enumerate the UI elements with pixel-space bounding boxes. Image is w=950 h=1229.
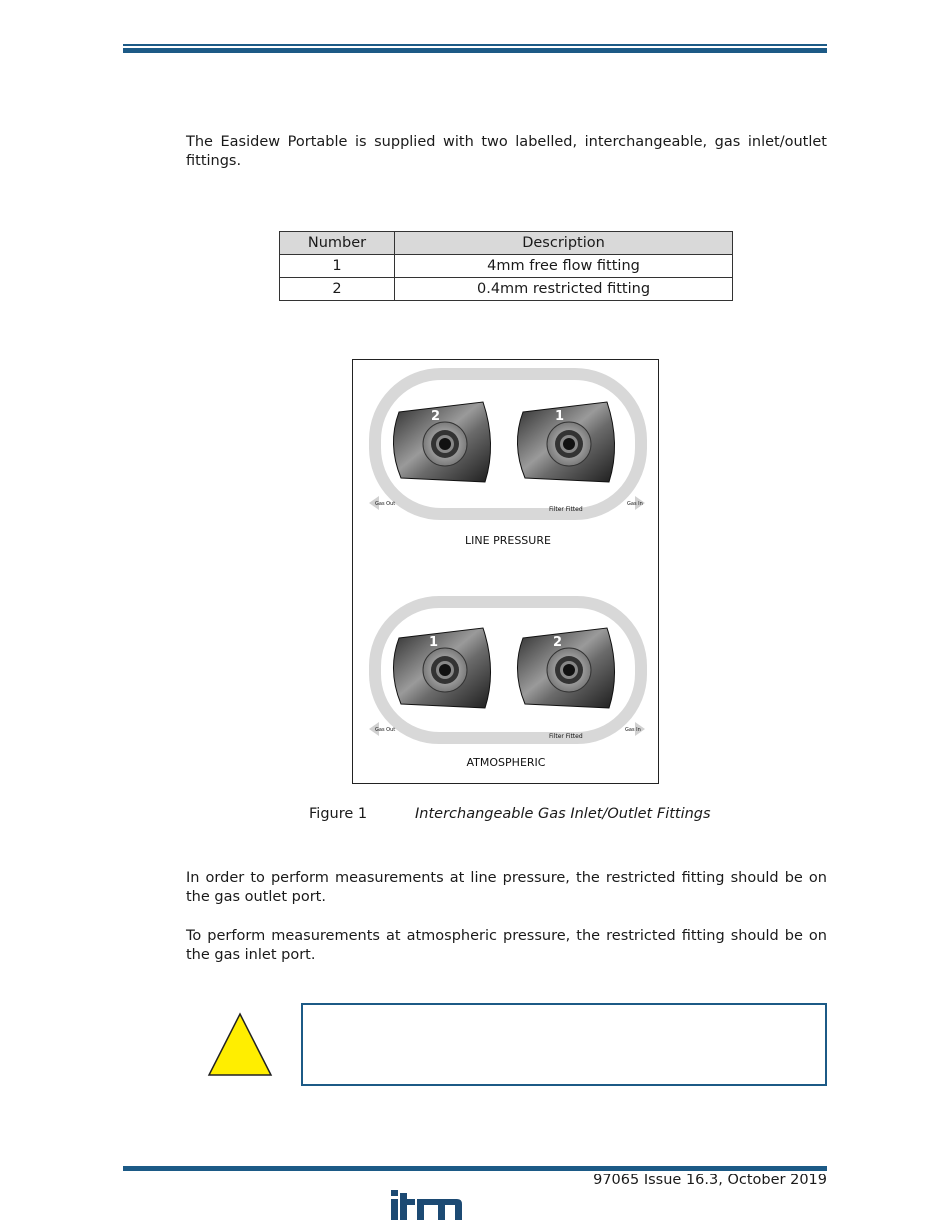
table-header-cell: Description	[395, 232, 733, 255]
table-row	[280, 255, 733, 278]
table-header-row	[280, 232, 733, 255]
gas-in-label: Gas In	[627, 501, 643, 507]
fitting-2-icon	[393, 402, 490, 482]
filter-fitted-label: Filter Fitted	[549, 733, 583, 740]
itm-logo	[390, 1188, 464, 1222]
fittings-table	[279, 231, 733, 301]
table-cell: 2	[280, 278, 395, 301]
right-fitting-number: 1	[555, 409, 565, 424]
intro-paragraph: The Easidew Portable is supplied with two labelled, interchangeable, gas inlet/outlet fittings.	[186, 134, 827, 169]
table-cell: 1	[280, 255, 395, 278]
gas-out-label: Gas Out	[375, 501, 396, 507]
right-fitting-number: 2	[553, 635, 563, 650]
warning-icon	[207, 1012, 273, 1078]
fitting-1-icon	[393, 628, 490, 708]
footer-rule	[123, 1166, 827, 1171]
fittings-figure	[352, 359, 659, 784]
left-fitting-number: 2	[431, 409, 441, 424]
table-row	[280, 278, 733, 301]
atmospheric-panel	[369, 602, 645, 769]
figure-caption: Interchangeable Gas Inlet/Outlet Fittings	[415, 806, 711, 822]
table-cell: 4mm free flow fitting	[395, 255, 733, 278]
gas-in-label: Gas In	[625, 727, 641, 733]
line-pressure-paragraph: In order to perform measurements at line pressure, the restricted fitting should be on the gas outlet port.	[186, 870, 827, 905]
footer-issue: 97065 Issue 16.3, October 2019	[593, 1174, 827, 1186]
table-header-cell: Number	[280, 232, 395, 255]
left-fitting-number: 1	[429, 635, 439, 650]
warning-box	[301, 1003, 827, 1086]
line-pressure-panel	[369, 374, 645, 547]
fitting-2-icon	[517, 628, 614, 708]
atmospheric-paragraph: To perform measurements at atmospheric pressure, the restricted fitting should be on the gas inlet port.	[186, 928, 827, 963]
panel-label: LINE PRESSURE	[465, 534, 551, 547]
table-cell: 0.4mm restricted fitting	[395, 278, 733, 301]
panel-label: ATMOSPHERIC	[466, 756, 546, 769]
header-rule-thick	[123, 48, 827, 53]
fittings-illustration	[353, 360, 657, 782]
fitting-1-icon	[517, 402, 614, 482]
gas-out-label: Gas Out	[375, 727, 396, 733]
header-rule-thin	[123, 44, 827, 46]
filter-fitted-label: Filter Fitted	[549, 506, 583, 513]
figure-number: Figure 1	[309, 806, 368, 822]
